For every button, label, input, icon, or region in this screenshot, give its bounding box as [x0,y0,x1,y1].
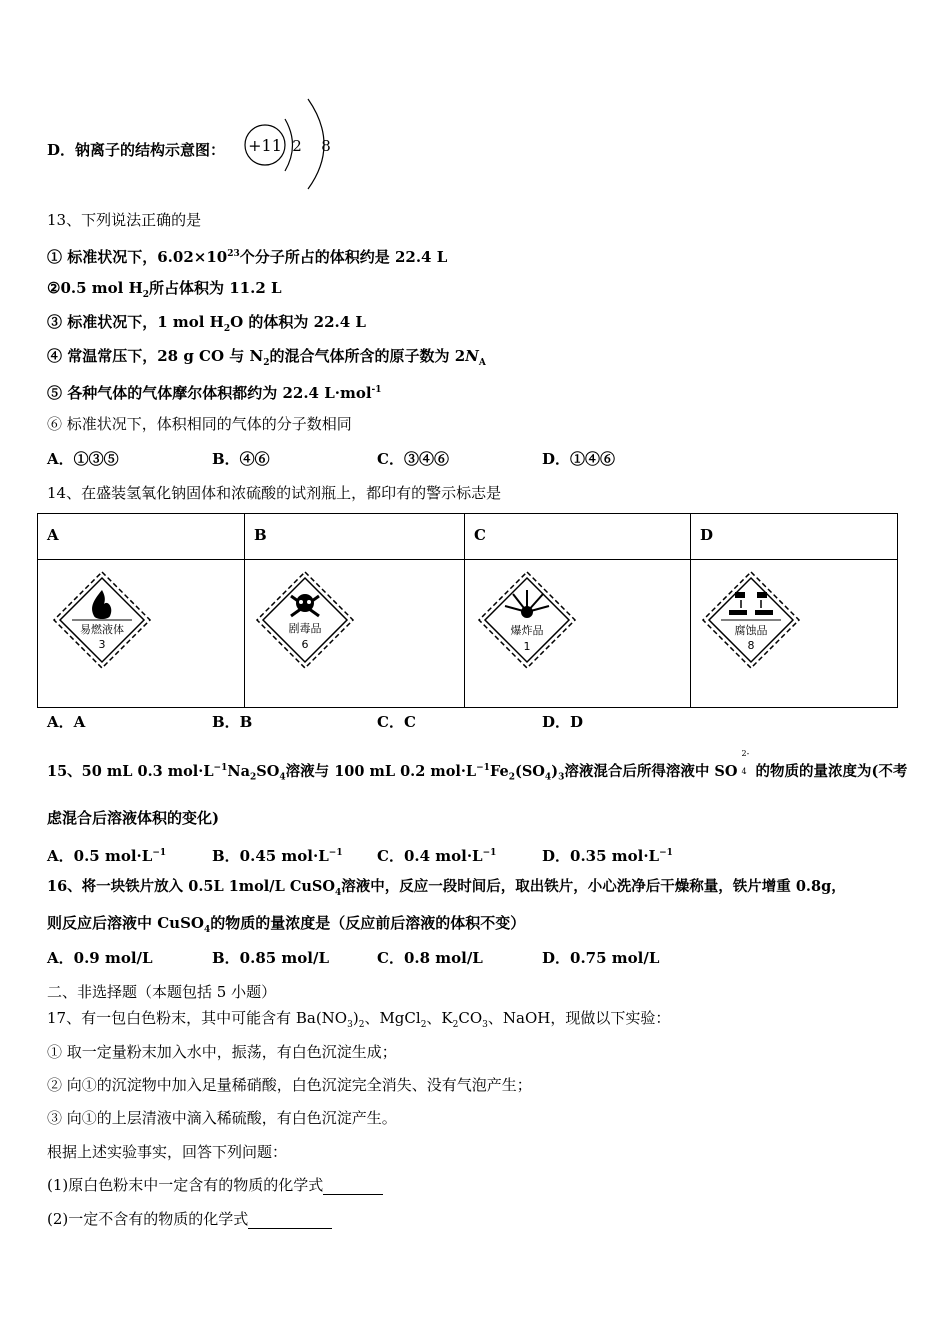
q17-question-2: (2)一定不含有的物质的化学式 [47,1209,332,1229]
q17-experiment-2: ② 向①的沉淀物中加入足量稀硝酸，白色沉淀完全消失、没有气泡产生； [47,1076,532,1094]
svg-text:剧毒品: 剧毒品 [288,622,322,635]
q15-stem-line-1: 15、50 mL 0.3 $mol\cdot L^{-1}Na_2SO_4$溶液与 100 mL 0.2 $mol\cdot L^{-1}Fe_2(SO_4)_3$溶液混合后所得溶液中 SO 2- 4 的物质的量浓度为(不考 [47,749,908,783]
q14-stem: 14、在盛装氢氧化钠固体和浓硫酸的试剂瓶上，都印有的警示标志是 [47,484,502,502]
hazard-sign-table [37,513,898,708]
header-c: C [465,514,691,560]
q15-options [47,843,907,863]
q12-option-d [47,140,225,160]
q13-statement-4: ④ 常温常压下，28 g CO 与 $N_2$的混合气体所含的原子数为 $2N_A$ [47,347,486,368]
answer-blank-1[interactable] [323,1178,383,1195]
sign-cell-d [691,560,898,708]
q13-statement-2: ②0.5 mol $H_2$所占体积为 11.2 L [47,279,282,300]
q15-option-b[interactable]: B．0.45 $mol\cdot L^{-1}$ [212,847,343,865]
q15-option-d[interactable]: D．0.35 $mol\cdot L^{-1}$ [542,847,673,865]
svg-text:6: 6 [301,638,309,651]
sulfate-ion-charge: 2- 4 [741,749,750,776]
q17-experiment-3: ③ 向①的上层清液中滴入稀硫酸，有白色沉淀产生。 [47,1109,397,1127]
svg-text:8: 8 [747,639,755,652]
sodium-ion-structure-diagram [240,97,340,192]
q13-statement-3: ③ 标准状况下，1 mol $H_2O$ 的体积为 22.4 L [47,313,366,334]
header-b: B [245,514,465,560]
q14-option-a[interactable]: A．A [47,713,86,731]
q13-statement-1: ① 标准状况下，$6.02\times 10^{23}$个分子所占的体积约是 22.4 L [47,248,448,266]
q17-stem: 17、有一包白色粉末，其中可能含有 $Ba(NO_3)_2$、MgCl$_2$、$K_2CO_3$、NaOH，现做以下实验： [47,1009,671,1030]
sign-cell-c [465,560,691,708]
q16-option-b[interactable]: B．0.85 mol/L [212,949,330,967]
q13-option-d[interactable]: D．①④⑥ [542,450,616,468]
answer-blank-2[interactable] [248,1212,332,1229]
svg-text:1: 1 [523,640,531,653]
q16-options [47,948,907,968]
flammable-liquid-sign [52,570,152,670]
shell-2-electrons: 8 [321,137,331,155]
q13-statement-5: ⑤ 各种气体的气体摩尔体积都约为 22.4 L·mol$^{-1}$ [47,384,382,402]
q16-stem-line-2: 则反应后溶液中 CuSO$_4$的物质的量浓度是（反应前后溶液的体积不变） [47,914,526,935]
q13-options [47,449,907,469]
corrosive-sign [701,570,801,670]
svg-text:易燃液体: 易燃液体 [80,623,124,636]
q16-option-c[interactable]: C．0.8 mol/L [377,949,483,967]
q13-option-a[interactable]: A．①③⑤ [47,450,119,468]
q13-option-b[interactable]: B．④⑥ [212,450,270,468]
nucleus-charge: +11 [248,136,282,155]
section-2-heading: 二、非选择题（本题包括 5 小题） [47,983,277,1001]
q16-option-a[interactable]: A．0.9 mol/L [47,949,153,967]
q14-option-d[interactable]: D．D [542,713,584,731]
q17-instruction: 根据上述实验事实，回答下列问题： [47,1143,288,1161]
skull-crossbones-icon [291,594,319,616]
q12-option-d-text: D．钠离子的结构示意图： [47,141,226,159]
q16-stem-line-1: 16、将一块铁片放入 0.5L 1mol/L CuSO$_4$溶液中，反应一段时间后，取出铁片，小心洗净后干燥称量，铁片增重 0.8g， [47,878,846,898]
corrosive-icon [729,592,773,615]
explosive-sign [477,570,577,670]
q14-option-b[interactable]: B．B [212,713,253,731]
svg-text:腐蚀品: 腐蚀品 [734,624,768,637]
q17-experiment-1: ① 取一定量粉末加入水中，振荡，有白色沉淀生成； [47,1043,397,1061]
svg-text:3: 3 [98,638,106,651]
shell-1-electrons: 2 [292,137,302,155]
toxic-sign [255,570,355,670]
q15-option-a[interactable]: A．0.5 $mol\cdot L^{-1}$ [47,847,167,865]
flame-icon [92,590,111,619]
q13-stem: 13、下列说法正确的是 [47,211,202,229]
header-a: A [38,514,245,560]
header-d: D [691,514,898,560]
q17-question-1: (1)原白色粉末中一定含有的物质的化学式 [47,1175,383,1195]
q14-options [47,712,907,732]
q13-option-c[interactable]: C．③④⑥ [377,450,449,468]
q15-stem-line-2: 虑混合后溶液体积的变化) [47,809,220,827]
sign-cell-b [245,560,465,708]
sign-cell-a [38,560,245,708]
q15-option-c[interactable]: C．0.4 $mol\cdot L^{-1}$ [377,847,497,865]
q14-option-c[interactable]: C．C [377,713,416,731]
q16-option-d[interactable]: D．0.75 mol/L [542,949,660,967]
svg-text:爆炸品: 爆炸品 [510,624,544,637]
q13-statement-6: ⑥ 标准状况下，体积相同的气体的分子数相同 [47,415,352,433]
